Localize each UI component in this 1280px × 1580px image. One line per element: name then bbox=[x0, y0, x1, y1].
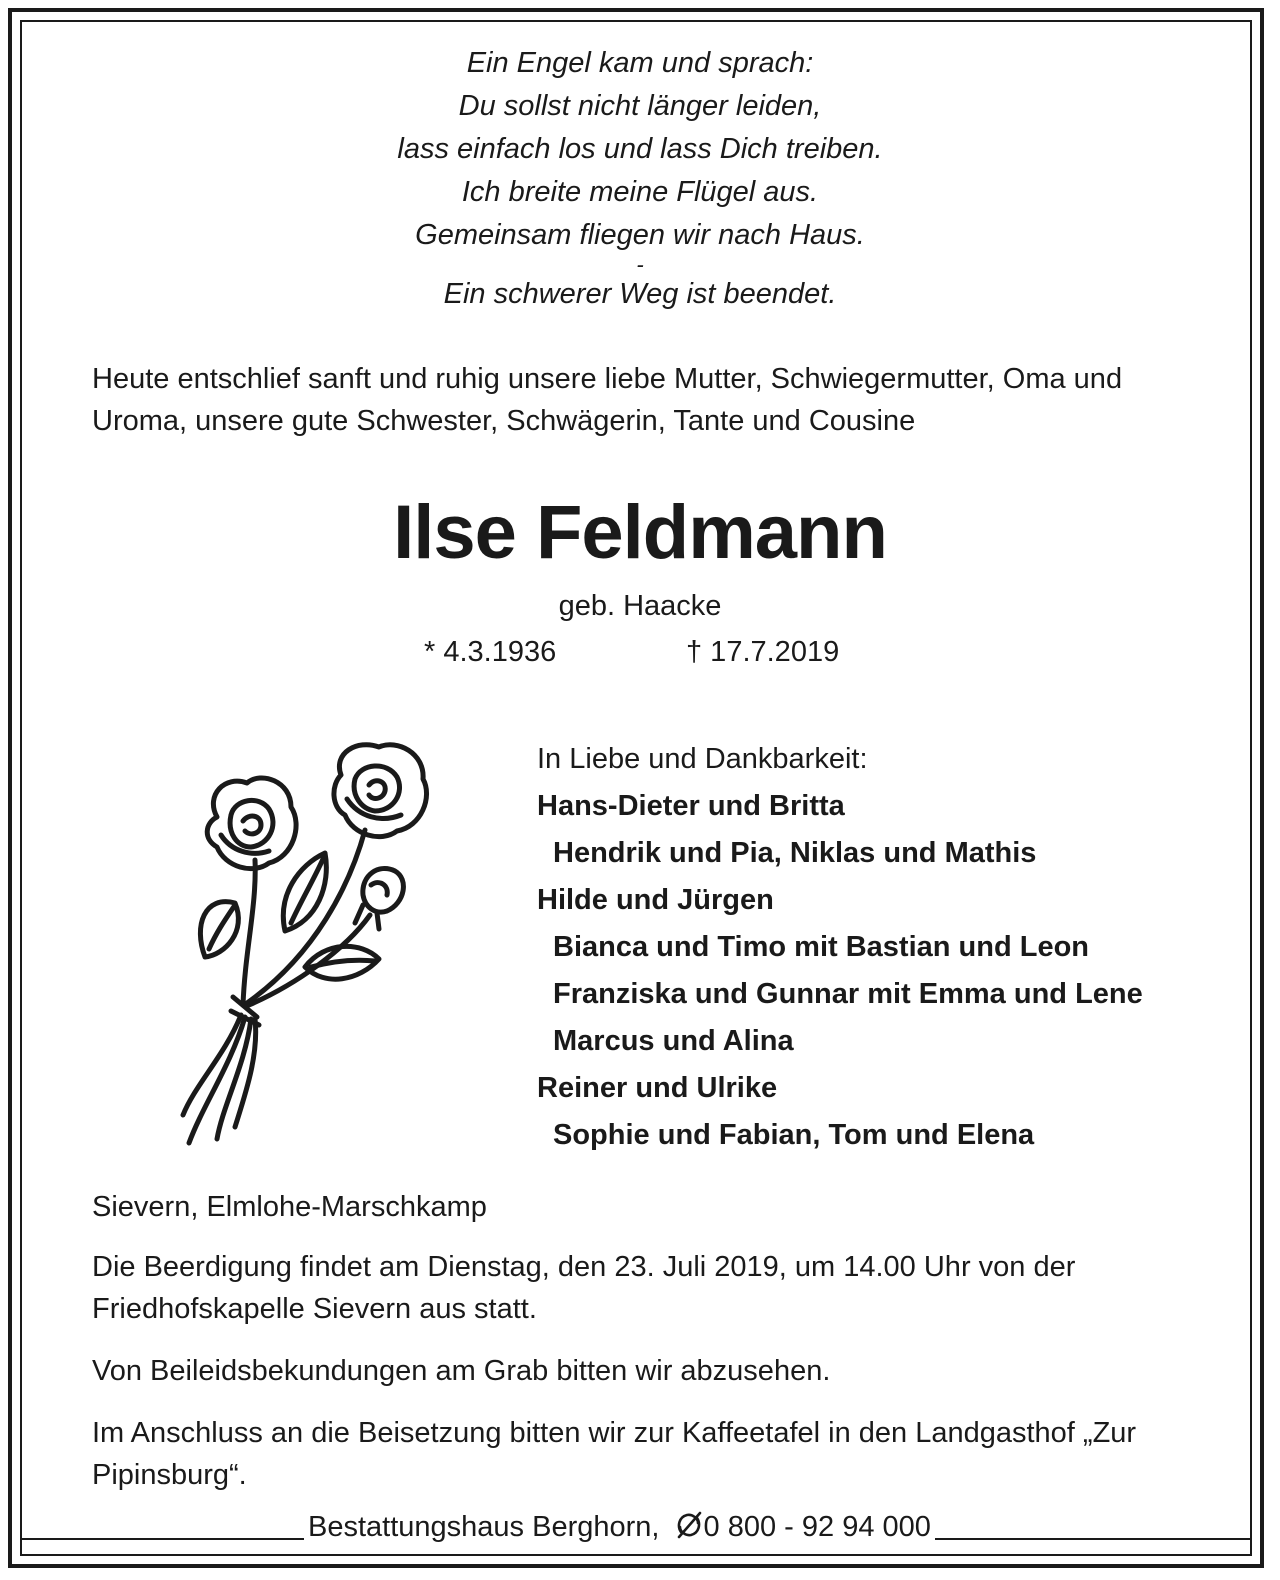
signer-line: Bianca und Timo mit Bastian und Leon bbox=[553, 931, 1090, 963]
funeral-home-name: Bestattungshaus Berghorn, bbox=[308, 1511, 660, 1543]
footer bbox=[22, 1508, 1250, 1546]
poem-separator: - bbox=[636, 252, 644, 277]
signer-line: Sophie und Fabian, Tom und Elena bbox=[553, 1119, 1035, 1151]
death-date: † 17.7.2019 bbox=[686, 636, 840, 668]
signer-line: Hendrik und Pia, Niklas und Mathis bbox=[553, 837, 1037, 869]
footer-rule-right bbox=[935, 1538, 1250, 1540]
footer-text bbox=[304, 1508, 935, 1546]
poem-line: Ein Engel kam und sprach: bbox=[466, 47, 814, 79]
signers-lead: In Liebe und Dankbarkeit: bbox=[537, 743, 868, 775]
poem-line: Ein schwerer Weg ist beendet. bbox=[443, 278, 837, 310]
signer-line: Hilde und Jürgen bbox=[537, 884, 774, 916]
phone-number: 0 800 - 92 94 000 bbox=[703, 1511, 931, 1543]
birth-date: * 4.3.1936 bbox=[424, 636, 557, 668]
signers-list bbox=[537, 736, 1237, 1159]
signer-line: Marcus und Alina bbox=[553, 1025, 794, 1057]
poem-line: Ich breite meine Flügel aus. bbox=[461, 176, 819, 208]
funeral-text: Die Beerdigung findet am Dienstag, den 23. Juli 2019, um 14.00 Uhr von der Friedhofskapelle Sievern aus statt. bbox=[92, 1251, 1076, 1325]
poem-line: lass einfach los und lass Dich treiben. bbox=[397, 133, 883, 165]
poem-line: Gemeinsam fliegen wir nach Haus. bbox=[415, 219, 865, 251]
birth-name: geb. Haacke bbox=[558, 590, 722, 622]
reception-text: Im Anschluss an die Beisetzung bitten wir zur Kaffeetafel in den Landgasthof „Zur Pipinsburg“. bbox=[92, 1417, 1137, 1491]
condolence-note: Von Beileidsbekundungen am Grab bitten wir abzusehen. bbox=[92, 1355, 831, 1387]
poem bbox=[0, 42, 1280, 316]
rose-bouquet-icon bbox=[165, 735, 455, 1155]
signer-line: Hans-Dieter und Britta bbox=[537, 790, 845, 822]
signer-line: Reiner und Ulrike bbox=[537, 1072, 778, 1104]
signer-line: Franziska und Gunnar mit Emma und Lene bbox=[553, 978, 1143, 1010]
footer-rule-left bbox=[22, 1538, 304, 1540]
deceased-name: Ilse Feldmann bbox=[393, 490, 887, 575]
intro-text: Heute entschlief sanft und ruhig unsere liebe Mutter, Schwiegermutter, Oma und Uroma, unsere gute Schwester, Schwägerin, Tante und Cousine bbox=[92, 363, 1123, 437]
place-text: Sievern, Elmlohe-Marschkamp bbox=[92, 1191, 487, 1223]
poem-line: Du sollst nicht länger leiden, bbox=[458, 90, 822, 122]
phone-icon bbox=[674, 1510, 704, 1540]
